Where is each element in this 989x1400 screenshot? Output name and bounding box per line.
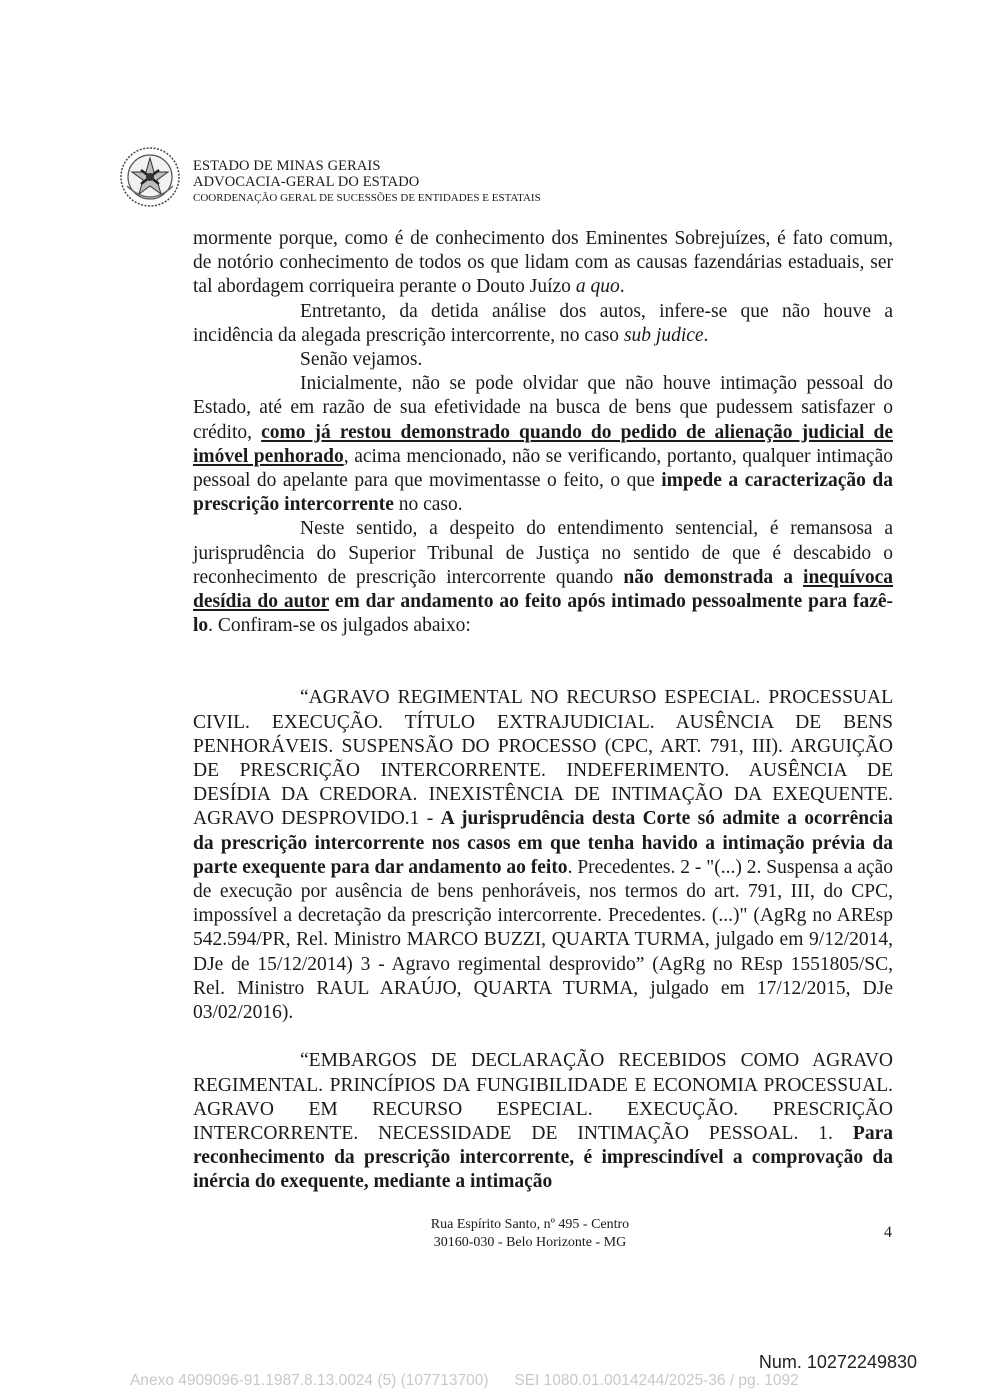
document-body [193,227,893,1195]
header-state: ESTADO DE MINAS GERAIS [193,158,381,174]
paragraph-4: Inicialmente, não se pode olvidar que não houve intimação pessoal do Estado, até em razão de sua efetividade na busca de bens que pudessem satisfazer o crédito, como já restou demonstrado quando do pedido de alienação judicial de imóvel penhorado, acima mencionado, não se verificando, portanto, qualquer intimação pessoal do apelante para que movimentasse o feito, o que impede a caracterização da prescrição intercorrente no caso. [193,373,893,516]
paragraph-1: mormente porque, como é de conhecimento dos Eminentes Sobrejuízes, é fato comum, de notório conhecimento de todos os que lidam com as causas fazendárias estaduais, ser tal abordagem corriqueira perante o Douto Juízo a quo. [193,228,893,298]
paragraph-2: Entretanto, da detida análise dos autos, infere-se que não houve a incidência da alegada prescrição intercorrente, no caso sub judice. [193,300,893,346]
page-footer [380,1216,680,1252]
header-agency: ADVOCACIA-GERAL DO ESTADO [193,174,420,190]
document-number-stamp: Num. 10272249830 [758,1352,917,1372]
paragraph-3: Senão vejamos. [300,349,423,371]
footer-address-line1: Rua Espírito Santo, nº 495 - Centro [430,1217,630,1232]
state-seal-icon [119,146,181,208]
document-header [193,158,541,206]
citation-2: “EMBARGOS DE DECLARAÇÃO RECEBIDOS COMO AGRAVO REGIMENTAL. PRINCÍPIOS DA FUNGIBILIDADE E ECONOMIA PROCESSUAL. AGRAVO EM RECURSO ESPECIAL. EXECUÇÃO. PRESCRIÇÃO INTERCORRENTE. NECESSIDADE DE INTIMAÇÃO PESSOAL. 1. Para reconhecimento da prescrição intercorrente, é imprescindível a comprovação da inércia do exequente, mediante a intimação [193,1050,893,1193]
citation-1: “AGRAVO REGIMENTAL NO RECURSO ESPECIAL. PROCESSUAL CIVIL. EXECUÇÃO. TÍTULO EXTRAJUDICIAL. AUSÊNCIA DE BENS PENHORÁVEIS. SUSPENSÃO DO PROCESSO (CPC, ART. 791, III). ARGUIÇÃO DE PRESCRIÇÃO INTERCORRENTE. INDEFERIMENTO. AUSÊNCIA DE DESÍDIA DA CREDORA. INEXISTÊNCIA DE INTIMAÇÃO DA EXEQUENTE. AGRAVO DESPROVIDO.1 - A jurisprudência desta Corte só admite a ocorrência da prescrição intercorrente nos casos em que tenha havido a intimação prévia da parte exequente para dar andamento ao feito. Precedentes. 2 - "(...) 2. Suspensa a ação de execução por ausência de bens penhoráveis, nos termos do art. 791, III, do CPC, impossível a decretação da prescrição intercorrente. Precedentes. (...)" (AgRg no AREsp 542.594/PR, Rel. Ministro MARCO BUZZI, QUARTA TURMA, julgado em 9/12/2014, DJe de 15/12/2014) 3 - Agravo regimental desprovido” (AgRg no REsp 1551805/SC, Rel. Ministro RAUL ARAÚJO, QUARTA TURMA, julgado em 17/12/2015, DJe 03/02/2016). [193,687,893,1024]
annex-watermark: Anexo 4909096-91.1987.8.13.0024 (5) (107713700) SEI 1080.01.0014244/2025-36 / pg. 1092 [130,1372,799,1389]
page-number: 4 [884,1224,892,1241]
footer-address-line2: 30160-030 - Belo Horizonte - MG [433,1235,627,1250]
paragraph-5: Neste sentido, a despeito do entendimento sentencial, é remansosa a jurisprudência do Superior Tribunal de Justiça no sentido de que é descabido o reconhecimento de prescrição intercorrente quando não demonstrada a inequívoca desídia do autor em dar andamento ao feito após intimado pessoalmente para fazê-lo. Confiram-se os julgados abaixo: [193,518,893,637]
header-department: COORDENAÇÃO GERAL DE SUCESSÕES DE ENTIDADES E ESTATAIS [193,192,541,204]
